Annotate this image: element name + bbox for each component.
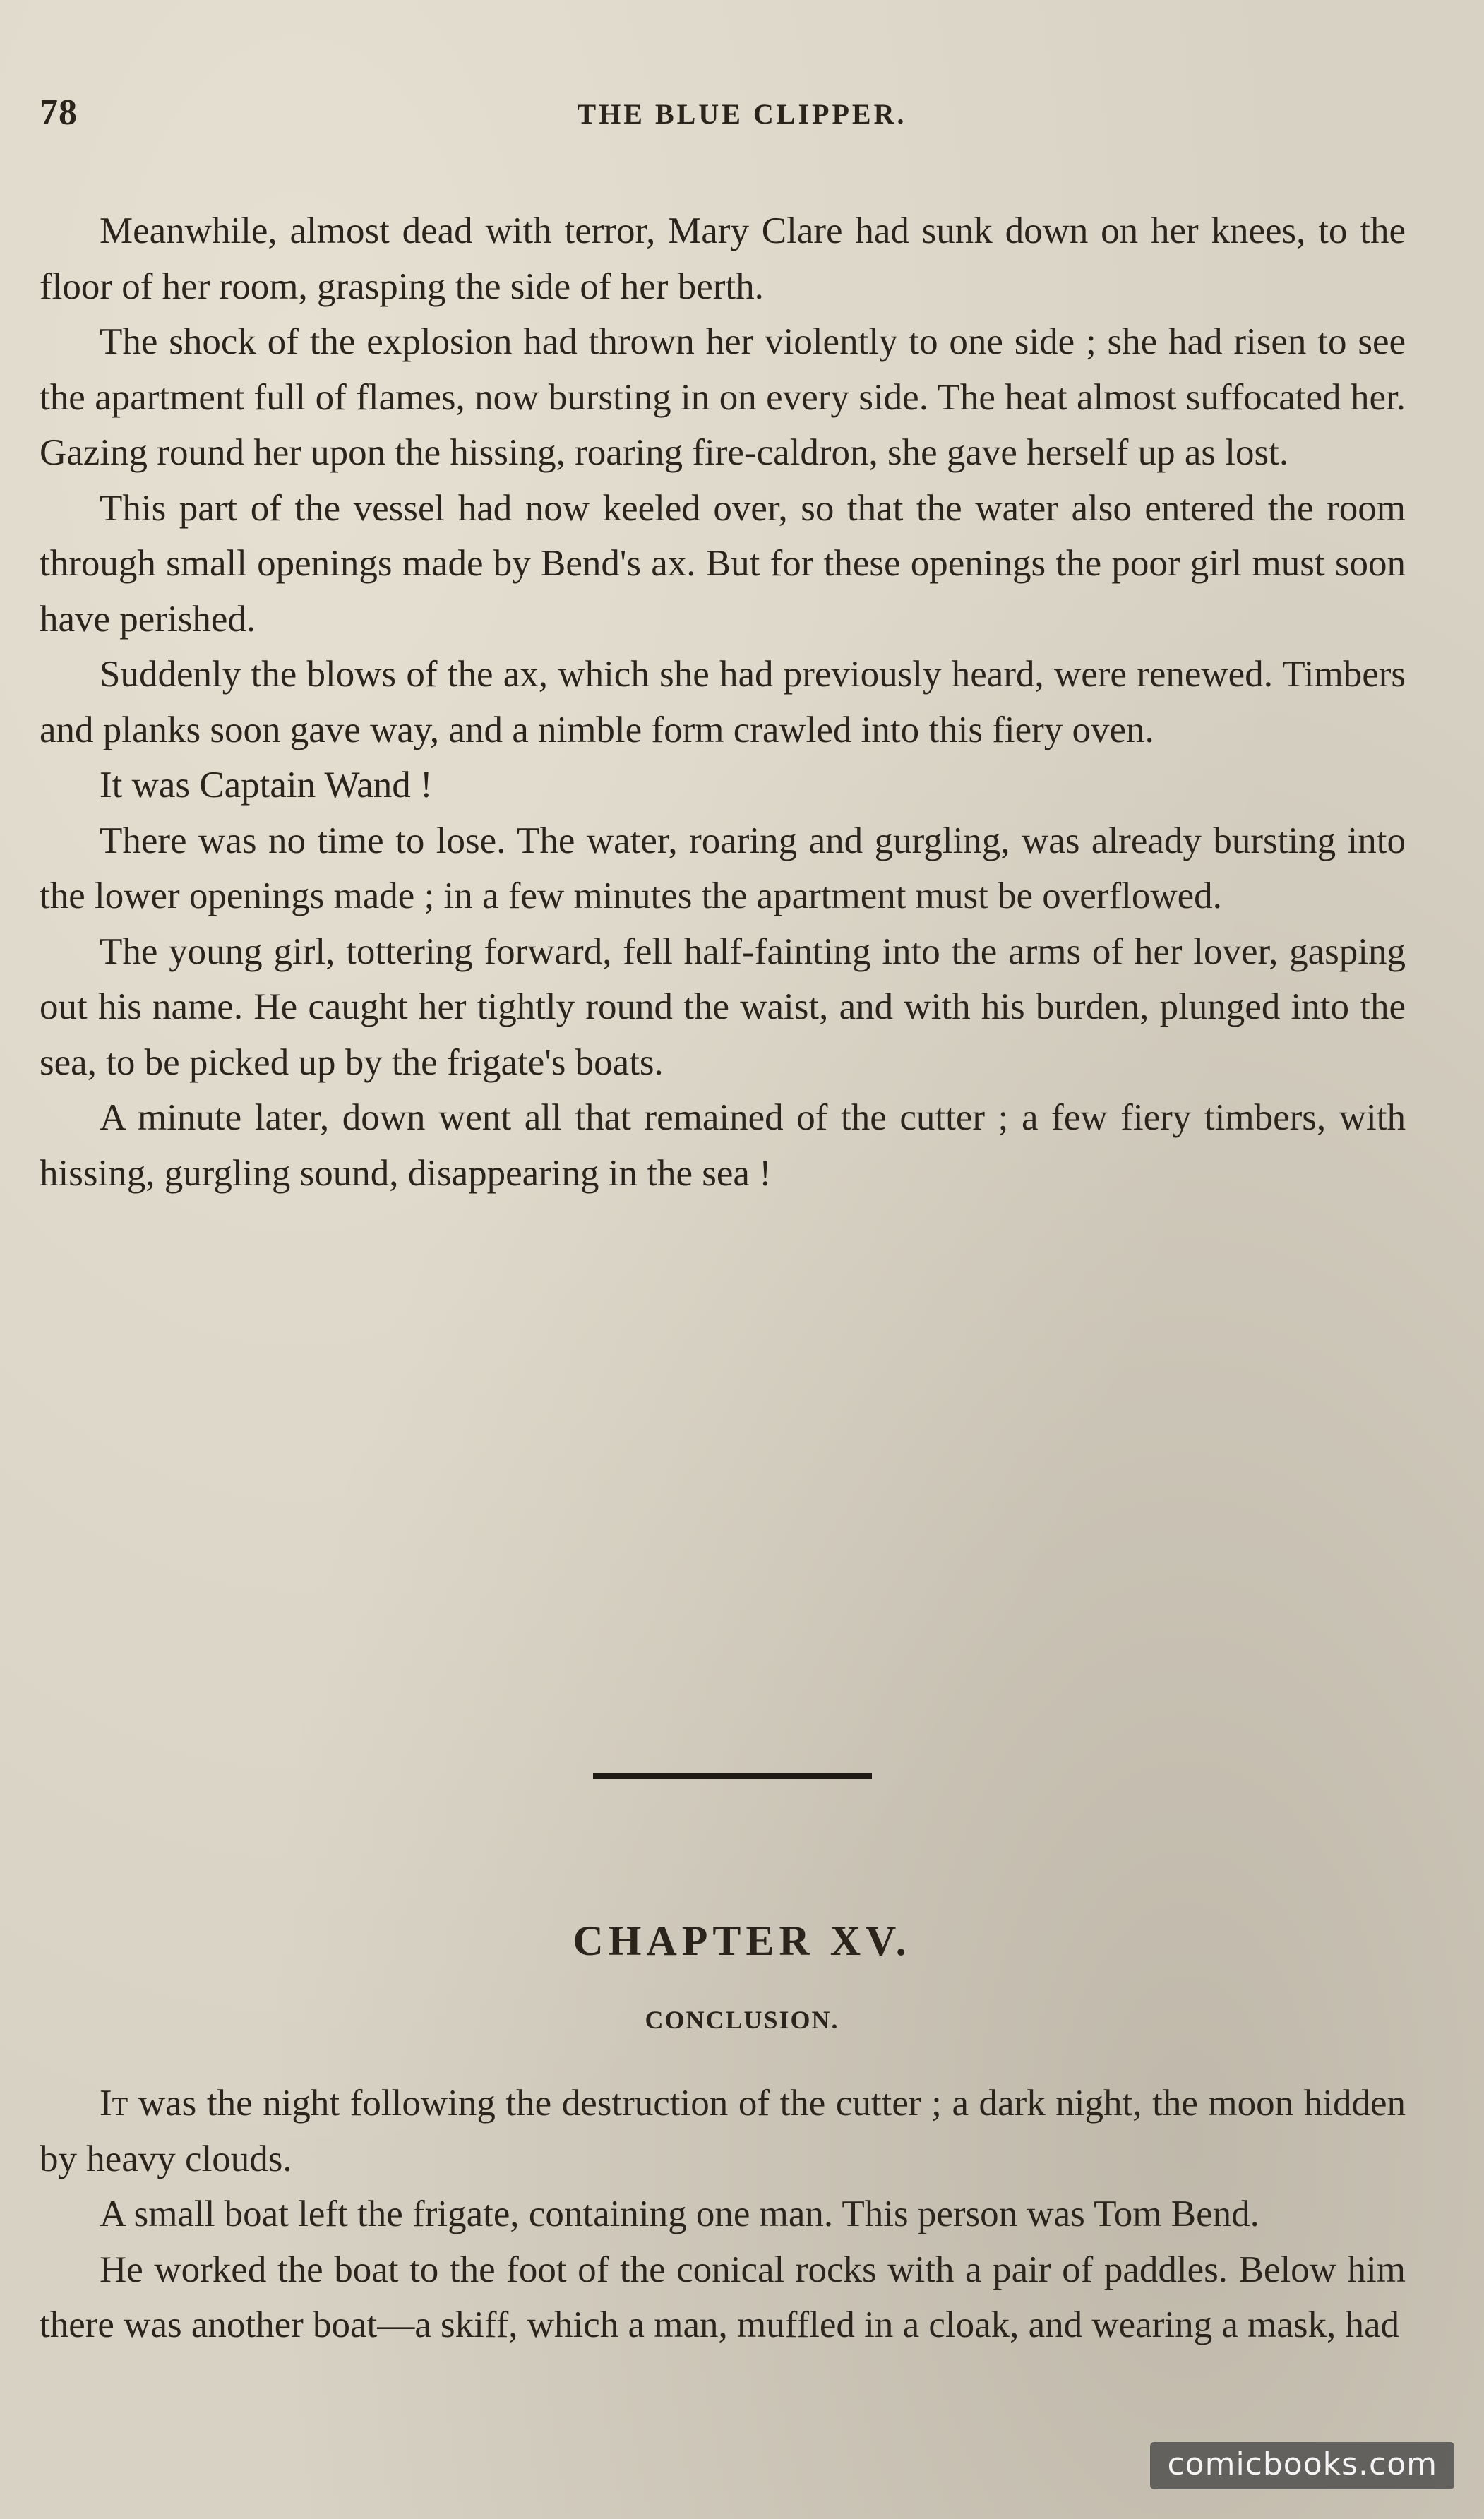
chapter-subtitle: CONCLUSION. bbox=[645, 2006, 839, 2034]
paragraph: Suddenly the blows of the ax, which she had previously heard, were renewed. Timbers and planks soon gave way, and a nimble form crawled into this fiery oven. bbox=[40, 654, 1406, 750]
chapter-xv-opening bbox=[40, 2076, 1406, 2353]
paragraph: A small boat left the frigate, containing one man. This person was Tom Bend. bbox=[100, 2194, 1259, 2234]
paragraph: A minute later, down went all that remained of the cutter ; a few fiery timbers, with hissing, gurgling sound, disappearing in the sea ! bbox=[40, 1097, 1406, 1194]
page-header bbox=[40, 92, 1444, 141]
section-divider-rule bbox=[593, 1773, 872, 1779]
paragraph: There was no time to lose. The water, roaring and gurgling, was already bursting into the lower openings made ; in a few minutes the apartment must be overflowed. bbox=[40, 820, 1406, 916]
chapter-first-word: It bbox=[100, 2083, 128, 2124]
paragraph: It was Captain Wand ! bbox=[100, 765, 433, 806]
chapter-xiv-ending bbox=[40, 203, 1406, 1201]
watermark-logo: comicbooks.com bbox=[1150, 2442, 1454, 2489]
paragraph-text: was the night following the destruction of the cutter ; a dark night, the moon hidden by heavy clouds. bbox=[40, 2083, 1406, 2179]
paragraph: He worked the boat to the foot of the conical rocks with a pair of paddles. Below him there was another boat—a skiff, which a man, muffled in a cloak, and wearing a mask, had bbox=[40, 2249, 1406, 2345]
page-number: 78 bbox=[40, 92, 78, 133]
paragraph: This part of the vessel had now keeled over, so that the water also entered the room through small openings made by Bend's ax. But for these openings the poor girl must soon have perished. bbox=[40, 487, 1406, 640]
running-head: THE BLUE CLIPPER. bbox=[577, 98, 907, 130]
paragraph bbox=[40, 2076, 1406, 2186]
paragraph: Meanwhile, almost dead with terror, Mary Clare had sunk down on her knees, to the floor of her room, grasping the side of her berth. bbox=[40, 210, 1406, 307]
paragraph: The shock of the explosion had thrown her violently to one side ; she had risen to see the apartment full of flames, now bursting in on every side. The heat almost suffocated her. Gazing round her upon the hissing, roaring fire-caldron, she gave herself up as lost. bbox=[40, 321, 1406, 473]
chapter-title: CHAPTER XV. bbox=[573, 1917, 911, 1964]
paragraph: The young girl, tottering forward, fell half-fainting into the arms of her lover, gasping out his name. He caught her tightly round the waist, and with his burden, plunged into the sea, to be picked up by the frigate's boats. bbox=[40, 931, 1406, 1083]
